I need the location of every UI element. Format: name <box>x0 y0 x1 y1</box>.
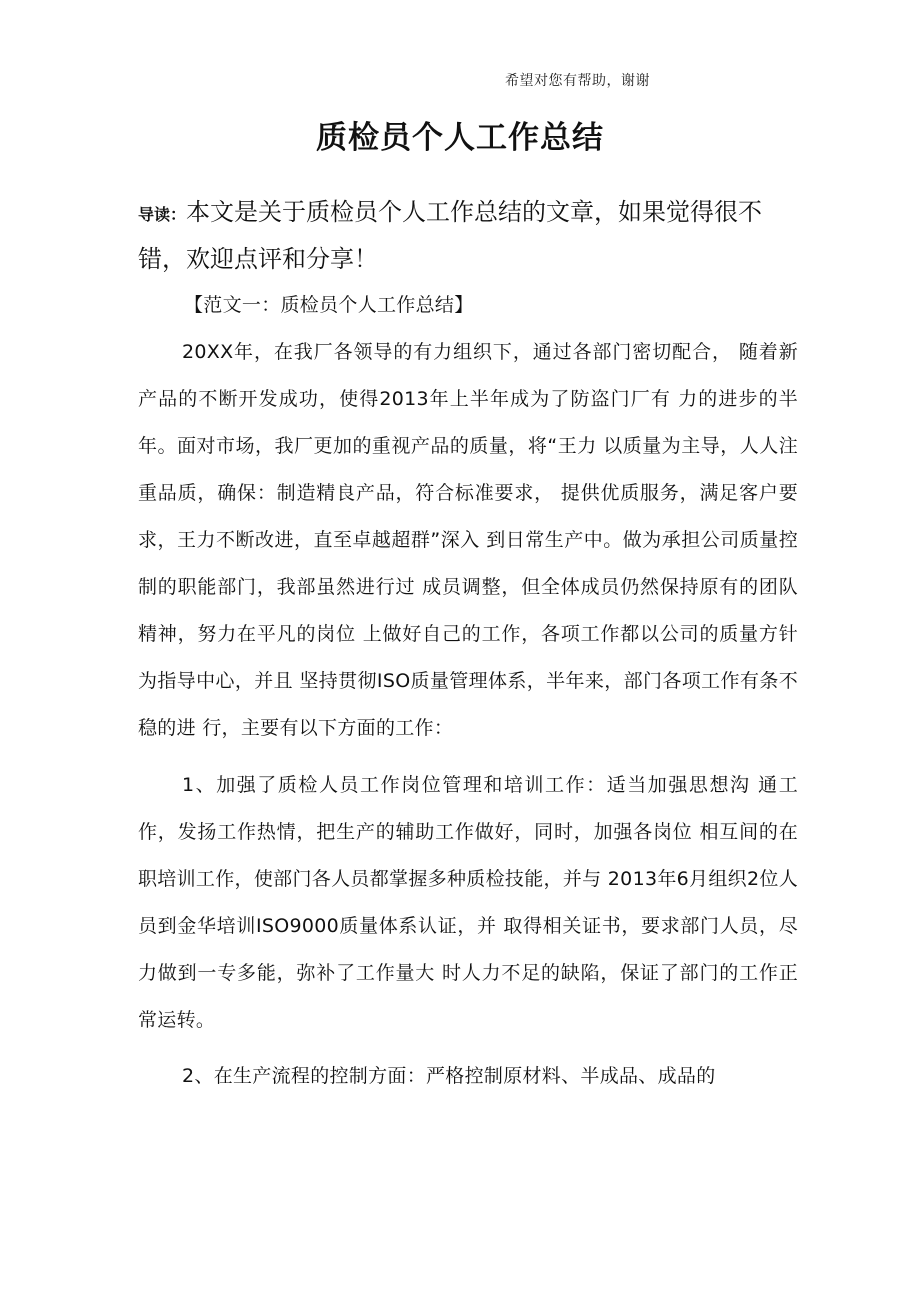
intro-paragraph <box>138 190 798 281</box>
section-heading: 【范文一：质检员个人工作总结】 <box>184 294 474 316</box>
body-paragraph-3: 2、在生产流程的控制方面：严格控制原材料、半成品、成品的 <box>182 1065 716 1087</box>
header-note: 希望对您有帮助，谢谢 <box>505 73 650 89</box>
body-paragraph-2: 1、加强了质检人员工作岗位管理和培训工作：适当加强思想沟 通工作，发扬工作热情，把生产的辅助工作做好，同时，加强各岗位 相互间的在职培训工作，使部门各人员都掌握多种质检技能，并与 2013年6月组织2位人员到金华培训ISO9000质量体系认证，并 取得相关证书，要求部门人员，尽力做到一专多能，弥补了工作量大 时人力不足的缺陷，保证了部门的工作正常运转。 <box>138 774 798 1031</box>
body-paragraph-1: 20XX年，在我厂各领导的有力组织下，通过各部门密切配合， 随着新产品的不断开发成功，使得2013年上半年成为了防盗门厂有 力的进步的半年。面对市场，我厂更加的重视产品的质量，将“王力 以质量为主导，人人注重品质，确保：制造精良产品，符合标准要求， 提供优质服务，满足客户要求，王力不断改进，直至卓越超群”深入 到日常生产中。做为承担公司质量控制的职能部门，我部虽然进行过 成员调整，但全体成员仍然保持原有的团队精神，努力在平凡的岗位 上做好自己的工作，各项工作都以公司的质量方针为指导中心，并且 坚持贯彻ISO质量管理体系，半年来，部门各项工作有条不稳的进 行，主要有以下方面的工作： <box>138 341 798 739</box>
page-title: 质检员个人工作总结 <box>316 120 604 156</box>
intro-text: 本文是关于质检员个人工作总结的文章，如果觉得很不错，欢迎点评和分享！ <box>138 198 763 273</box>
intro-label: 导读： <box>138 205 187 224</box>
